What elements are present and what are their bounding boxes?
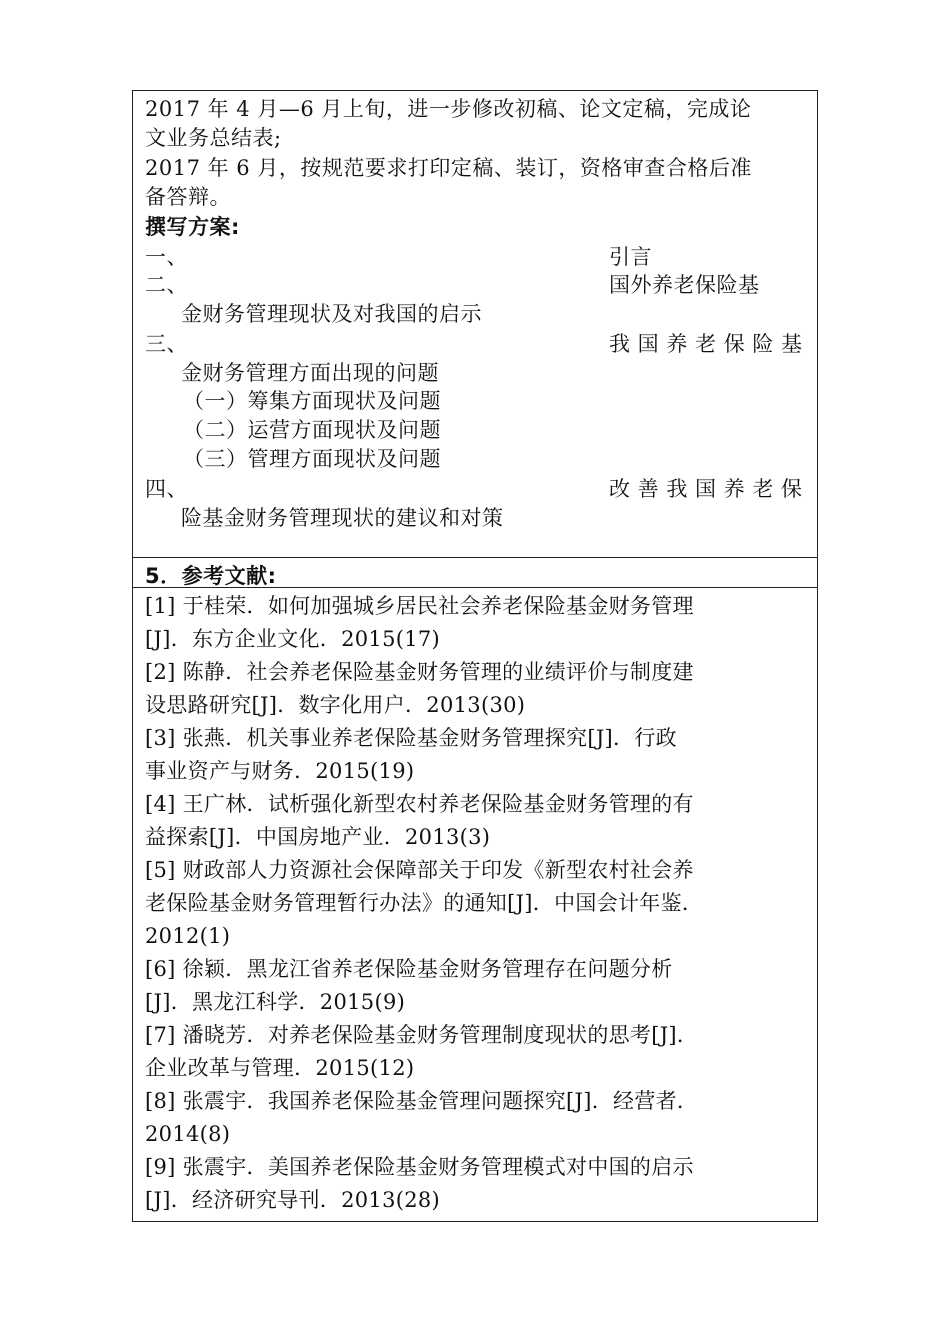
plan-item-2-continuation: 金财务管理现状及对我国的启示 [181, 302, 482, 326]
reference-line: 老保险基金财务管理暂行办法》的通知[J]．中国会计年鉴． [145, 891, 704, 915]
reference-line: [2] 陈静．社会养老保险基金财务管理的业绩评价与制度建 [145, 660, 694, 684]
reference-line: 2014(8) [145, 1122, 231, 1146]
reference-line: 企业改革与管理．2015(12) [145, 1056, 415, 1080]
reference-line: [J]．东方企业文化．2015(17) [145, 627, 441, 651]
schedule-line-4: 备答辩。 [145, 185, 231, 209]
reference-line: [6] 徐颖．黑龙江省养老保险基金财务管理存在问题分析 [145, 957, 673, 981]
section-divider-bottom [133, 587, 817, 588]
reference-line: [8] 张震宇．我国养老保险基金管理问题探究[J]．经营者． [145, 1089, 699, 1113]
plan-item-3-continuation: 金财务管理方面出现的问题 [181, 361, 439, 385]
plan-item-2-number: 二、 [145, 273, 188, 297]
plan-subitem-3: （三）管理方面现状及问题 [183, 447, 441, 471]
section-divider-top [133, 557, 817, 558]
document-table [132, 90, 818, 1222]
plan-item-4-title: 改 善 我 国 养 老 保 [609, 477, 803, 501]
schedule-line-2: 文业务总结表; [145, 126, 282, 150]
plan-subitem-2: （二）运营方面现状及问题 [183, 418, 441, 442]
plan-item-3-title: 我 国 养 老 保 险 基 [609, 332, 803, 356]
reference-line: [5] 财政部人力资源社会保障部关于印发《新型农村社会养 [145, 858, 694, 882]
schedule-line-3: 2017 年 6 月，按规范要求打印定稿、装订，资格审查合格后准 [145, 156, 752, 180]
plan-heading: 撰写方案: [145, 215, 240, 239]
reference-line: [1] 于桂荣．如何加强城乡居民社会养老保险基金财务管理 [145, 594, 694, 618]
plan-item-2-title: 国外养老保险基 [609, 273, 760, 297]
reference-line: 事业资产与财务．2015(19) [145, 759, 415, 783]
reference-line: [7] 潘晓芳．对养老保险基金财务管理制度现状的思考[J]． [145, 1023, 699, 1047]
reference-line: 2012(1) [145, 924, 231, 948]
reference-line: [3] 张燕．机关事业养老保险基金财务管理探究[J]．行政 [145, 726, 677, 750]
plan-item-1-title: 引言 [609, 245, 652, 269]
plan-item-4-continuation: 险基金财务管理现状的建议和对策 [181, 506, 504, 530]
reference-line: [9] 张震宇．美国养老保险基金财务管理模式对中国的启示 [145, 1155, 694, 1179]
reference-line: 益探索[J]．中国房地产业．2013(3) [145, 825, 491, 849]
reference-line: 设思路研究[J]．数字化用户．2013(30) [145, 693, 526, 717]
plan-item-4-number: 四、 [145, 477, 188, 501]
plan-item-1-number: 一、 [145, 245, 188, 269]
schedule-line-1: 2017 年 4 月—6 月上旬，进一步修改初稿、论文定稿，完成论 [145, 97, 752, 121]
reference-line: [J]．黑龙江科学．2015(9) [145, 990, 406, 1014]
reference-line: [4] 王广林．试析强化新型农村养老保险基金财务管理的有 [145, 792, 694, 816]
references-heading: 5．参考文献: [145, 564, 277, 588]
plan-subitem-1: （一）筹集方面现状及问题 [183, 389, 441, 413]
plan-item-3-number: 三、 [145, 332, 188, 356]
reference-line: [J]．经济研究导刊．2013(28) [145, 1188, 441, 1212]
